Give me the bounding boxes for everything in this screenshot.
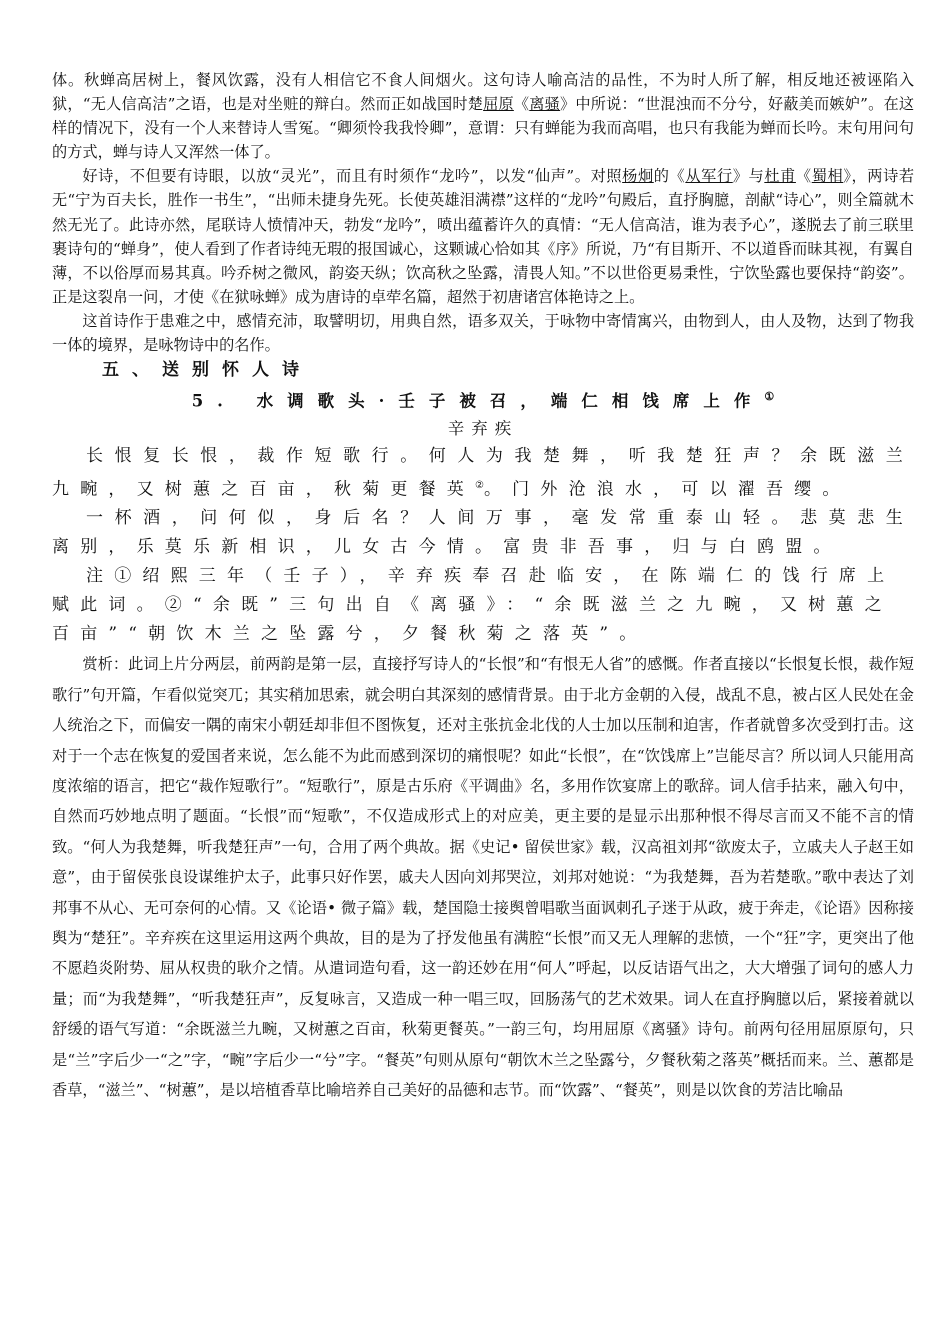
text-run: 》中所说：“世混浊而不分兮，好蔽美而嫉妒”。在这样的情况下，没有一个人来替诗人雪冤。“卿须怜我我怜卿”，意谓：只有蝉能为我而高唱，也只有我能为蝉而长吟。末句用问句的方式，蝉与诗人又浑然一体了。: [52, 95, 915, 162]
text-run: 《: [513, 95, 530, 114]
footnote-marker: ②: [475, 479, 484, 491]
link-shu-xiang[interactable]: 蜀相: [811, 167, 844, 186]
appreciation-paragraph: 赏析：此词上片分两层，前两韵是第一层，直接抒写诗人的“长恨”和“有恨无人省”的感慨。作者直接以“长恨复长恨，裁作短歌行”句开篇，乍看似觉突兀；其实稍加思索，就会明白其深刻的感情背景。由于北方金朝的入侵，战乱不息，被占区人民处在金人统治之下，而偏安一隅的南宋小朝廷却非但不图恢复，还对主张抗金北伐的人士加以压制和迫害，作者就曾多次受到打击。这对于一个志在恢复的爱国者来说，怎么能不为此而感到深切的痛恨呢？如此“长恨”，在“饮饯席上”岂能尽言？所以词人只能用高度浓缩的语言，把它“裁作短歌行”。“短歌行”，原是古乐府《平调曲》名，多用作饮宴席上的歌辞。词人信手拈来，融入句中，自然而巧妙地点明了题面。“长恨”而“短歌”，不仅造成形式上的对应美，更主要的是显示出那种恨不得尽言而又不能不言的情致。“何人为我楚舞，听我楚狂声”一句，合用了两个典故。据《史记• 留侯世家》载，汉高祖刘邦“欲废太子，立戚夫人子赵王如意”，由于留侯张良设谋维护太子，此事只好作罢，戚夫人因向刘邦哭泣，刘邦对她说：“为我楚舞，吾为若楚歌。”歌中表达了刘邦事不从心、无可奈何的心情。又《论语• 微子篇》载，楚国隐士接舆曾唱歌当面讽刺孔子迷于从政，疲于奔走，《论语》因称接舆为“楚狂”。辛弃疾在这里运用这两个典故，目的是为了抒发他虽有满腔“长恨”而又无人理解的悲愤，一个“狂”字，更突出了他不愿趋炎附势、屈从权贵的耿介之情。从遣词造句看，这一韵还妙在用“何人”呼起，以反诘语气出之，大大增强了词句的感人力量；而“为我楚舞”，“听我楚狂声”，反复咏言，又造成一种一唱三叹，回肠荡气的艺术效果。词人在直抒胸臆以后，紧接着就以舒缓的语气写道：“余既滋兰九畹，又树蕙之百亩，秋菊更餐英。”一韵三句，均用屈原《离骚》诗句。前两句径用屈原原句，只是“兰”字后少一“之”字，“畹”字后少一“兮”字。“餐英”句则从原句“朝饮木兰之坠露兮，夕餐秋菊之落英”概括而来。兰、蕙都是香草，“滋兰”、“树蕙”，是以培植香草比喻培养自己美好的品德和志节。而“饮露”、“餐英”，则是以饮食的芳洁比喻品: [52, 655, 914, 1099]
text-run: 体。秋蝉高居树上，餐风饮露，没有人相信它不食人间烟火。这句诗人喻高洁的品性，不为时人所了解，相反地还被诬陷入狱，“无人信高洁”之语，也是对坐赃的辩白。然而正如战国时楚: [52, 71, 914, 114]
text-run: 》与: [732, 167, 765, 186]
poem-notes: 注①绍熙三年（壬子），辛弃疾奉召赴临安，在陈端仁的饯行席上赋此词。②“余既”三句出自《离骚》：“余既滋兰之九畹，又树蕙之百亩”“朝饮木兰之坠露兮，夕餐秋菊之落英”。: [52, 566, 896, 645]
footnote-marker: ①: [764, 390, 775, 404]
text-run: 的《: [653, 167, 686, 186]
poem-stanza-1: [52, 442, 914, 505]
poem-title: [52, 383, 914, 416]
poem-stanza-2: 一杯酒，问何似，身后名？人间万事，毫发常重泰山轻。悲莫悲生离别，乐莫乐新相识，儿女古今情。富贵非吾事，归与白鸥盟。: [52, 508, 914, 558]
poem-author: 辛弃疾: [447, 418, 519, 438]
text-run: 《: [795, 167, 812, 186]
link-li-sao[interactable]: 离骚: [529, 95, 561, 114]
poem-text: 。门外沧浪水，可以濯吾缨。: [483, 479, 851, 500]
paragraph-good-poetry: [52, 164, 914, 309]
poem-text: 长恨复长恨，裁作短歌行。何人为我楚舞，听我楚狂声？余既滋兰九畹，又树蕙之百亩，秋菊更餐英: [52, 445, 914, 500]
text-run: 》，两诗若无“宁为百夫长，胜作一书生”，“出师未捷身先死。长使英雄泪满襟”这样的“龙吟”句殿后，直抒胸臆，剖献“诗心”，则全篇就木然无光了。此诗亦然，尾联诗人愤情冲天，勃发“龙吟”，喷出蕴蓄许久的真情：“无人信高洁，谁为表予心”，遂脱去了前三联里裹诗句的“蝉身”，使人看到了作者诗纯无瑕的报国诚心，这颗诚心恰如其《序》所说，乃“有目斯开、不以道昏而昧其视，有翼自薄，不以俗厚而易其真。吟乔树之微风，韵姿天纵；饮高秋之坠露，清畏人知。”不以世俗更易秉性，宁饮坠露也要保持“韵姿”。正是这裂帛一问，才使《在狱咏蝉》成为唐诗的卓荦名篇，超然于初唐诸宫体艳诗之上。: [52, 167, 915, 306]
paragraph-cicada-analysis: [52, 68, 914, 164]
text-run: 好诗，不但要有诗眼，以放“灵光”，而且有时须作“龙吟”，以发“仙声”。对照: [82, 167, 623, 186]
link-qu-yuan[interactable]: 屈原: [483, 95, 514, 114]
paragraph-summary: 这首诗作于患难之中，感情充沛，取譬明切，用典自然，语多双关，于咏物中寄情寓兴，由物到人，由人及物，达到了物我一体的境界，是咏物诗中的名作。: [52, 311, 914, 355]
poem-title-text: 5. 水调歌头·壬子被召，端仁相饯席上作: [191, 391, 765, 411]
link-cong-jun-xing[interactable]: 从军行: [685, 167, 733, 186]
link-yang-jiong[interactable]: 杨炯: [622, 167, 654, 186]
section-heading: 五、送别怀人诗: [102, 360, 312, 381]
document-page: [52, 68, 914, 1105]
link-du-fu[interactable]: 杜甫: [764, 167, 796, 186]
